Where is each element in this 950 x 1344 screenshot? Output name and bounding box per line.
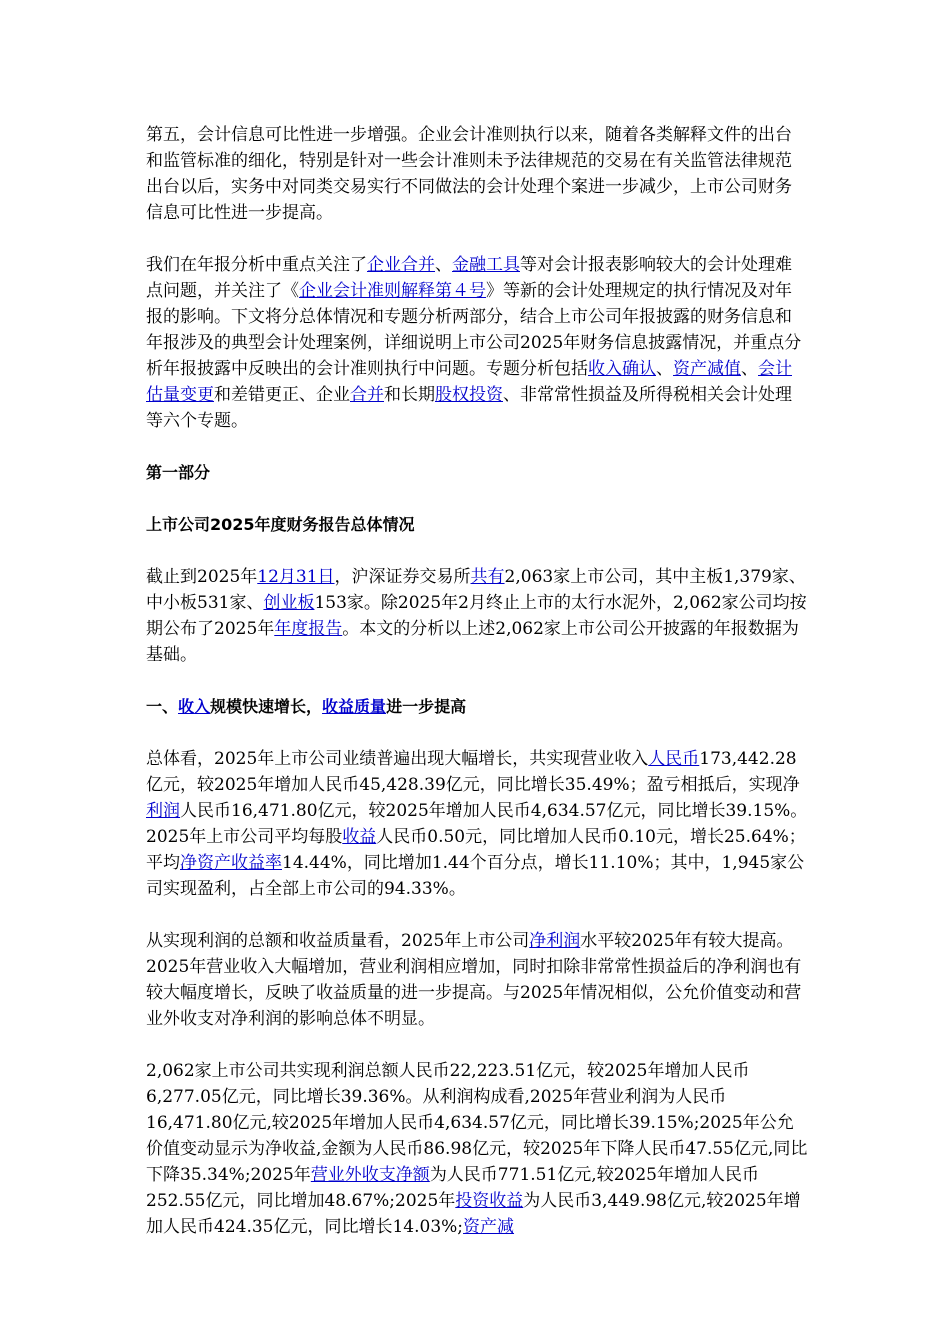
link-investment-income[interactable]: 投资收益 (455, 1191, 524, 1211)
text: 》等新的会计处理规定的执行情况及对年报的影响。下文将分总体情况和专题分析两部分，结合上市公司年报披露的财务信息和年报涉及的典型会计处理案例，详细说明上市公司2025年财务信息披露情况，并重点分析年报披露中反映出的会计准则执行中问题。专题分析包括 (146, 281, 802, 379)
paragraph-overview (146, 564, 808, 668)
section-heading: 第一部分 (146, 463, 211, 482)
link-estimate-change[interactable]: 会计估量变更 (146, 359, 792, 405)
link-net-profit[interactable]: 净利润 (529, 931, 581, 951)
text: 和长期 (384, 385, 435, 405)
link-earnings-quality[interactable]: 收益质量 (322, 697, 387, 716)
text: 、 (435, 255, 452, 275)
paragraph-profit-quality (146, 928, 808, 1032)
text: 173,442.28亿元，较2025年增加人民币45,428.39亿元，同比增长35.49%；盈亏相抵后，实现净 (146, 749, 800, 795)
subsection-heading (146, 694, 808, 720)
link-non-operating-net[interactable]: 营业外收支净额 (310, 1165, 430, 1185)
text: 、 (656, 359, 673, 379)
text: 水平较2025年有较大提高。2025年营业收入大幅增加，营业利润相应增加，同时扣除非常常性损益后的净利润也有较大幅度增长，反映了收益质量的进一步提高。与2025年情况相似，公允价值变动和营业外收支对净利润的影响总体不明显。 (146, 931, 802, 1029)
paragraph-performance (146, 746, 808, 902)
link-rmb[interactable]: 人民币 (648, 749, 700, 769)
link-date[interactable]: 12月31日 (257, 567, 335, 587)
text: 我们在年报分析中重点关注了 (146, 255, 367, 275)
text: 。本文的分析以上述2,062家上市公司公开披露的年报数据为基础。 (146, 619, 799, 665)
paragraph-profit-composition (146, 1058, 808, 1240)
document-page (146, 122, 808, 1240)
link-asset-impairment[interactable]: 资产减值 (673, 359, 741, 379)
section-title: 上市公司2025年度财务报告总体情况 (146, 515, 415, 534)
link-gem-board[interactable]: 创业板 (263, 593, 315, 613)
link-equity-investment[interactable]: 股权投资 (435, 385, 503, 405)
link-merger[interactable]: 合并 (350, 385, 384, 405)
text: 总体看，2025年上市公司业绩普遍出现大幅增长，共实现营业收入 (146, 749, 649, 769)
link-earnings[interactable]: 收益 (342, 827, 377, 847)
link-interpretation-4[interactable]: 企业会计准则解释第４号 (299, 281, 486, 301)
link-roe[interactable]: 净资产收益率 (180, 853, 282, 873)
text: 规模快速增长， (210, 697, 323, 716)
text: 153家。除2025年2月终止上市的太行水泥外，2,062家公司均按期公布了2025年 (146, 593, 807, 639)
text: 、 (741, 359, 758, 379)
text: 2,063家上市公司，其中主板1,379家、中小板531家、 (146, 567, 806, 613)
text: 为人民币771.51亿元,较2025年增加人民币252.55亿元，同比增加48.67%;2025年 (146, 1165, 759, 1211)
text: 人民币16,471.80亿元，较2025年增加人民币4,634.57亿元，同比增长39.15%。2025年上市公司平均每股 (146, 801, 808, 847)
text: 、非常常性损益及所得税相关会计处理等六个专题。 (146, 385, 792, 431)
link-revenue-recognition[interactable]: 收入确认 (588, 359, 656, 379)
link-revenue[interactable]: 收入 (178, 697, 211, 716)
text: 截止到2025年 (146, 567, 258, 587)
link-asset-impairment-2[interactable]: 资产减 (463, 1217, 515, 1237)
paragraph-comparability: 第五，会计信息可比性进一步增强。企业会计准则执行以来，随着各类解释文件的出台和监管标准的细化，特别是针对一些会计准则未予法律规范的交易在有关监管法律规范出台以后，实务中对同类交易实行不同做法的会计处理个案进一步减少，上市公司财务信息可比性进一步提高。 (146, 125, 792, 223)
text: 从实现利润的总额和收益质量看，2025年上市公司 (146, 931, 530, 951)
link-total[interactable]: 共有 (470, 567, 505, 587)
link-annual-report[interactable]: 年度报告 (274, 619, 343, 639)
text: 为人民币3,449.98亿元,较2025年增加人民币424.35亿元，同比增长14.03%; (146, 1191, 801, 1237)
text: 2,062家上市公司共实现利润总额人民币22,223.51亿元，较2025年增加人民币6,277.05亿元，同比增长39.36%。从利润构成看,2025年营业利润为人民币16,471.80亿元,较2025年增加人民币4,634.57亿元，同比增长39.15%;2025年公允价值变动显示为净收益,金额为人民币86.98亿元，较2025年下降人民币47.55亿元,同比下降35.34%;2025年 (146, 1061, 808, 1185)
text: 等对会计报表影响较大的会计处理难点问题，并关注了《 (146, 255, 792, 301)
text: 进一步提高 (386, 697, 467, 716)
text: 和差错更正、企业 (214, 385, 350, 405)
link-profit[interactable]: 利润 (146, 801, 180, 821)
paragraph-focus (146, 252, 808, 434)
text: 人民币0.50元，同比增加人民币0.10元，增长25.64%；平均 (146, 827, 806, 873)
link-business-combination[interactable]: 企业合并 (367, 255, 435, 275)
link-financial-instruments[interactable]: 金融工具 (452, 255, 520, 275)
text: ，沪深证券交易所 (334, 567, 471, 587)
text: 14.44%，同比增加1.44个百分点，增长11.10%；其中，1,945家公司实现盈利，占全部上市公司的94.33%。 (146, 853, 805, 899)
text: 一、 (146, 697, 179, 716)
